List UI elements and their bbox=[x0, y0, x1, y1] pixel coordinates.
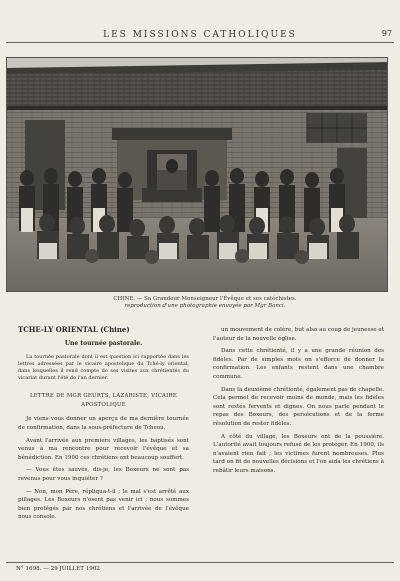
right-column bbox=[213, 326, 384, 480]
journal-title: LES MISSIONS CATHOLIQUES bbox=[103, 30, 297, 40]
body-paragraph: Je viens vous donner un aperçu de ma dernière tournée de confirmation, dans la sous-préfecture de Tcheou. bbox=[18, 416, 189, 431]
running-header bbox=[6, 30, 394, 43]
photo-caption bbox=[60, 296, 350, 310]
body-paragraph: — Vous êtes sauvés, dis-je, les Boxeurs ne sont pas revenus pour vous inquiéter ? bbox=[18, 467, 189, 482]
body-paragraph: Avant l'arrivée aux premiers villages, les baptisés sont venus à ma rencontre pour recevoir l'évêque et sa bénédiction. En 1900 ces chrétiens ont beaucoup souffert. bbox=[18, 437, 189, 461]
caption-line-2: reproduction d'une photographie envoyée par Mgr Banci. bbox=[124, 303, 286, 309]
caption-line-1: CHINE. — Sa Grandeur Monseigneur l'Évêque et ses catéchistes. bbox=[113, 296, 297, 302]
body-paragraph: Dans cette chrétienté, il y a une grande réunion des fidèles. Par de simples mots on s'efforce de donner la confirmation. Les enfants restent dans une chambre commune. bbox=[213, 348, 384, 380]
body-paragraph: — Non, mon Père, répliqua-t-il ; le mal s'est arrêté aux pillages. Les Boxeurs n'osent pas venir ici ; nous sommes bien protégés par nos chrétiens et l'arrivée de l'évêque nous console. bbox=[18, 488, 189, 521]
body-paragraph: Dans la deuxième chrétienté, également pas de chapelle. Cela permet de recevoir moins de monde, mais les fidèles sont restés fervents et dignes. On nous parle pendant le repas des Boxeurs, des persécutions et de la ferme résolution de rester fidèles. bbox=[213, 386, 384, 427]
article-subtitle: Une tournée pastorale. bbox=[64, 339, 143, 347]
article-title: TCHE-LY ORIENTAL (Chine) bbox=[18, 325, 130, 334]
body-paragraph: un mouvement de colère, but also au coup de jeunesse et l'auteur de la nouvelle église. bbox=[213, 327, 384, 342]
page-number: 97 bbox=[381, 29, 392, 38]
letter-heading: LETTRE DE MGR GEURTS, LAZARISTE, VICAIRE APOSTOLIQUE bbox=[29, 393, 178, 408]
body-paragraph: A côté du village, les Boxeurs ont de la poussière. L'autorité avait toujours refusé de les protéger. En 1900, ils n'avaient rien fait ; les victimes furent nombreuses. Plus tard on fit de nouvelles décisions et l'on aida les chrétiens à rebâtir leurs maisons. bbox=[213, 433, 384, 474]
issue-info: N° 1698. — 29 JUILLET 1902 bbox=[16, 566, 100, 572]
left-column bbox=[18, 326, 189, 526]
group-photograph bbox=[6, 57, 388, 292]
article-intro: La tournée pastorale dont il est question ici rapportée dans les lettres adressées par le vicaire apostolique du Tché-ly oriental, dans lesquelles il rend compte de ses visites aux chrétientés du vicariat durant l'été de l'an dernier. bbox=[18, 354, 189, 382]
page-footer bbox=[6, 562, 394, 575]
photo-illustration bbox=[7, 58, 387, 291]
